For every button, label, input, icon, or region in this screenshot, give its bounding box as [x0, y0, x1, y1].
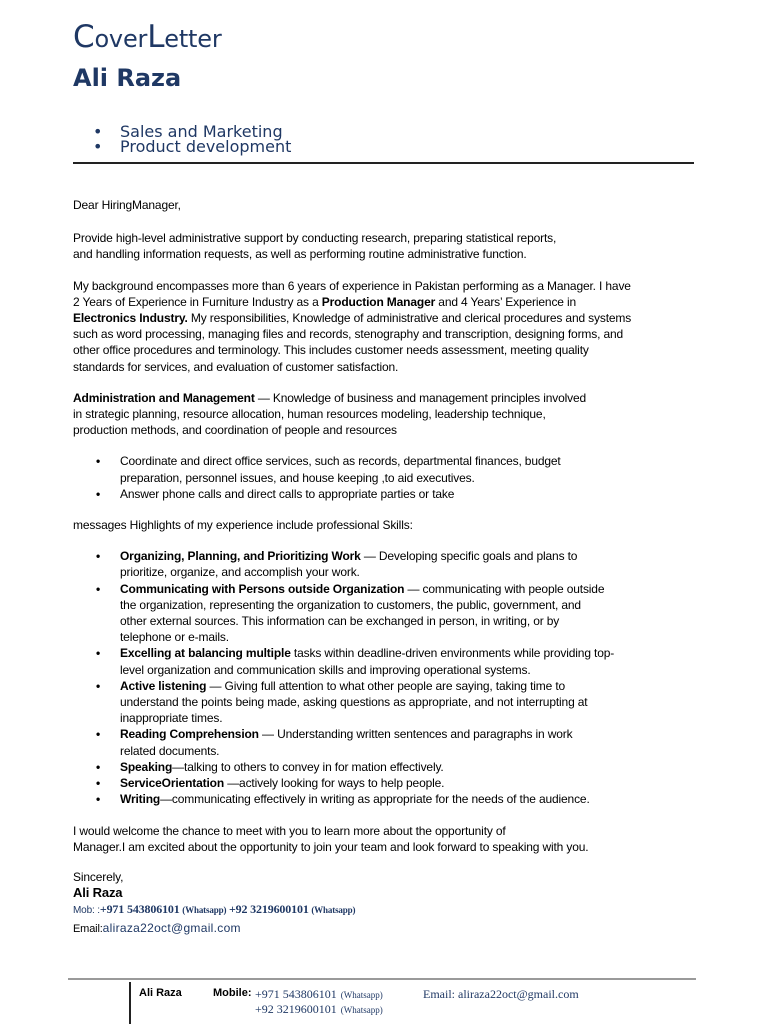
- skill-title: Organizing, Planning, and Prioritizing Work: [120, 549, 361, 564]
- title-initial-c: C: [73, 19, 95, 55]
- footer-name: Ali Raza: [139, 987, 182, 999]
- mobile-line: [73, 901, 713, 919]
- skill-title: Reading Comprehension: [120, 727, 259, 742]
- skill-line: inappropriate times.: [120, 711, 223, 726]
- skill-text: — Developing specific goals and plans to: [360, 549, 578, 564]
- skill-text: —talking to others to convey in for mation effectively.: [172, 759, 444, 774]
- intro-line: Provide high-level administrative support by conducting research, preparing statistical reports,: [73, 231, 557, 246]
- skill-text: tasks within deadline-driven environments while providing top-: [290, 646, 615, 661]
- skill-title: Writing: [120, 792, 161, 807]
- administration-line: in strategic planning, resource allocation, human resources modeling, leadership technique,: [73, 407, 546, 422]
- skill-item: [73, 726, 713, 758]
- skill-item: [73, 791, 713, 807]
- skill-line: other external sources. This information can be exchanged in person, in writing, or by: [120, 614, 560, 629]
- headline-skill-item: • Product development: [93, 139, 291, 154]
- skill-title: Excelling at balancing multiple: [120, 646, 291, 661]
- duty-item: [73, 453, 713, 485]
- production-manager-text: Production Manager: [321, 294, 436, 309]
- skill-item: [73, 678, 713, 727]
- title-part-etter: etter: [164, 25, 222, 53]
- footer-vertical-divider: [129, 982, 131, 1024]
- skill-text: — Giving full attention to what other people are saying, taking time to: [206, 678, 566, 693]
- skill-text: — Understanding written sentences and paragraphs in work: [258, 727, 573, 742]
- skill-title: ServiceOrientation: [120, 776, 225, 791]
- administration-paragraph: [73, 390, 713, 439]
- electronics-industry-text: Electronics Industry.: [73, 311, 188, 326]
- closing-line: Manager.I am excited about the opportunity to join your team and look forward to speaking with you.: [73, 839, 589, 854]
- skill-title: Communicating with Persons outside Organization: [120, 581, 405, 596]
- whatsapp-tag: (Whatsapp): [311, 905, 356, 916]
- footer-email: Email: aliraza22oct@gmail.com: [423, 987, 579, 1001]
- skill-title: Speaking: [120, 759, 173, 774]
- footer-mobile-1: [255, 987, 383, 1002]
- closing-line: I would welcome the chance to meet with you to learn more about the opportunity of: [73, 823, 506, 838]
- signature-block: [73, 869, 713, 937]
- letter-body: [73, 197, 713, 937]
- title-part-over: over: [94, 25, 148, 53]
- skill-item: [73, 645, 713, 677]
- mobile-number: +971 543806101: [99, 902, 180, 917]
- skill-text: — communicating with people outside: [404, 581, 605, 596]
- background-line: standards for services, and evaluation of customer satisfaction.: [73, 359, 399, 374]
- background-text: My responsibilities, Knowledge of administrative and clerical procedures and systems: [187, 311, 632, 326]
- intro-line: and handling information requests, as well as performing routine administrative function.: [73, 247, 527, 262]
- duty-item: [73, 486, 713, 502]
- header-divider: [73, 162, 694, 164]
- sign-off: Sincerely,: [73, 869, 124, 884]
- skill-line: level organization and communication skills and improving operational systems.: [120, 662, 531, 677]
- footer-mobile-2: [255, 1002, 383, 1017]
- closing-paragraph: [73, 823, 713, 855]
- background-line: [73, 310, 713, 326]
- background-line: such as word processing, managing files and records, stenography and transcription, designing forms, and: [73, 327, 624, 342]
- skill-line: related documents.: [120, 743, 220, 758]
- mobile-number: +92 3219600101: [228, 902, 309, 917]
- skill-item: [73, 548, 713, 580]
- footer-mobile-number: +92 3219600101: [255, 1002, 337, 1016]
- signature-name: Ali Raza: [73, 885, 123, 901]
- background-paragraph: [73, 278, 713, 375]
- document-title: [73, 19, 222, 55]
- footer-mobile-number: +971 543806101: [255, 987, 337, 1001]
- footer-divider: [68, 978, 696, 980]
- email-address: aliraza22oct@gmail.com: [102, 920, 241, 935]
- page-footer: [68, 978, 696, 1024]
- background-line: [73, 294, 713, 310]
- headline-skill-item: • Sales and Marketing: [93, 124, 291, 139]
- whatsapp-tag: (Whatsapp): [182, 905, 227, 916]
- mobile-label: Mob: :: [73, 905, 100, 917]
- highlights-intro: messages Highlights of my experience include professional Skills:: [73, 518, 413, 533]
- email-line: [73, 920, 713, 937]
- headline-skills-list: [93, 124, 291, 154]
- skill-item: [73, 581, 713, 646]
- administration-line: production methods, and coordination of people and resources: [73, 423, 397, 438]
- footer-whatsapp-tag: (Whatsapp): [340, 1005, 383, 1015]
- professional-skills-list: [73, 548, 713, 807]
- skill-title: Active listening: [120, 678, 207, 693]
- applicant-name-heading: Ali Raza: [73, 64, 182, 92]
- skill-text: —actively looking for ways to help people.: [224, 776, 445, 791]
- background-line: other office procedures and terminology. This includes customer needs assessment, meeting quality: [73, 343, 589, 358]
- skill-text: —communicating effectively in writing as appropriate for the needs of the audience.: [160, 792, 590, 807]
- skill-line: prioritize, organize, and accomplish your work.: [120, 565, 360, 580]
- administration-line: [73, 390, 713, 406]
- salutation: Dear HiringManager,: [73, 198, 181, 212]
- footer-mobile-label: Mobile:: [213, 987, 252, 999]
- skill-line: the organization, representing the organization to customers, the public, government, and: [120, 597, 581, 612]
- title-initial-l: L: [147, 19, 165, 55]
- administration-text: — Knowledge of business and management principles involved: [254, 390, 587, 405]
- background-text: 2 Years of Experience in Furniture Industry as a: [73, 294, 322, 309]
- background-text: and 4 Years’ Experience in: [435, 294, 577, 309]
- skill-line: telephone or e-mails.: [120, 630, 229, 645]
- duty-line: • Answer phone calls and direct calls to appropriate parties or take: [120, 486, 455, 501]
- skill-item: [73, 759, 713, 775]
- duty-line: preparation, personnel issues, and house keeping ,to aid executives.: [120, 470, 475, 485]
- email-label: Email:: [73, 922, 103, 935]
- duties-list: [73, 453, 713, 502]
- background-line: My background encompasses more than 6 years of experience in Pakistan performing as a Manager. I have: [73, 278, 631, 293]
- duty-line: • Coordinate and direct office services, such as records, departmental finances, budget: [120, 454, 561, 469]
- intro-paragraph: [73, 230, 713, 262]
- administration-title: Administration and Management: [73, 390, 255, 405]
- skill-item: [73, 775, 713, 791]
- skill-line: understand the points being made, asking questions as appropriate, and not interrupting at: [120, 695, 588, 710]
- footer-whatsapp-tag: (Whatsapp): [340, 990, 383, 1000]
